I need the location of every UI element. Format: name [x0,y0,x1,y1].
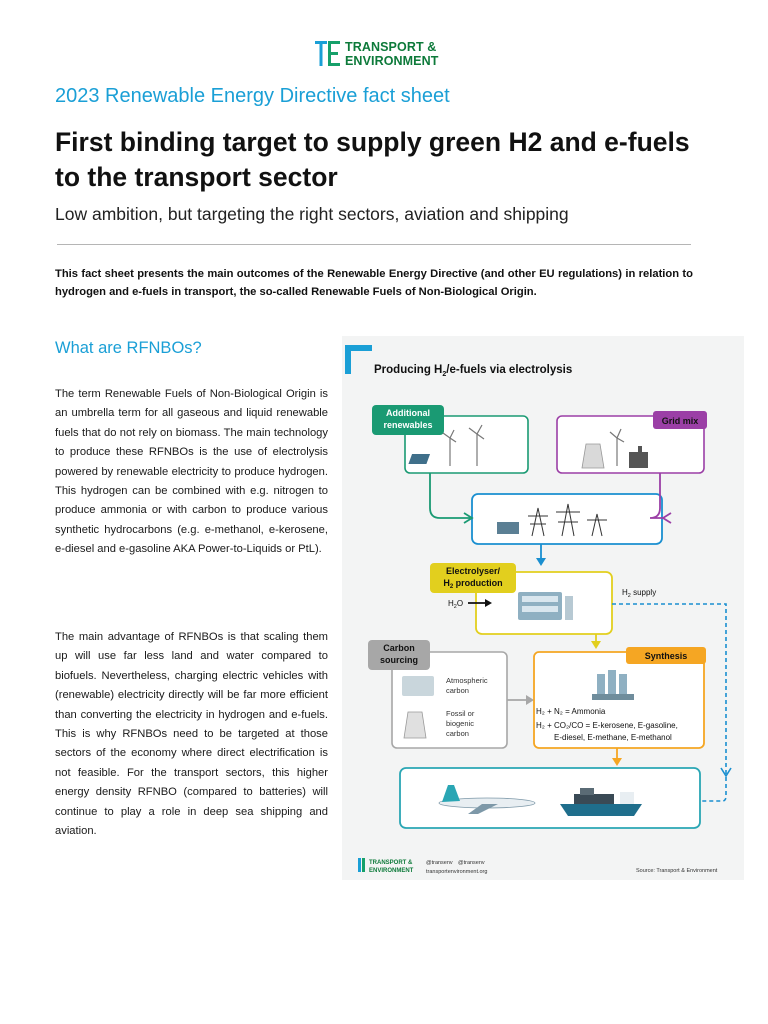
renewables-connector [430,473,470,518]
carbon-to-synthesis-arrow-icon [526,695,534,705]
svg-text:ENVIRONMENT: ENVIRONMENT [369,868,414,874]
renewables-label-1: Additional [386,408,430,418]
grid-to-electrolyser-arrow-icon [536,558,546,566]
hydrocarbon-equation-cont: E-diesel, E-methane, E-methanol [554,733,672,742]
renewables-label-2: renewables [383,420,433,430]
footer-facebook: @transenv [458,860,485,866]
h2-supply-label: $H_2$ supply [622,588,657,599]
cooling-tower-icon [582,444,604,468]
direct-air-capture-icon [402,676,434,696]
electrolyser-label-2: $H_2$ production [443,578,503,590]
atmospheric-label-2: carbon [446,686,469,695]
carbon-sourcing-label-2: sourcing [379,655,419,665]
electrolyser-label-1: Electrolyser/ [445,566,501,576]
te-logo-mark-icon [315,40,341,68]
hydrocarbon-equation: H₂ + CO₂/CO = E-kerosene, E-gasoline, [536,721,678,730]
figure-source: Source: Transport & Environment [636,868,718,874]
grid-mix-arrow-icon [663,513,671,523]
corner-mark-icon [348,348,372,374]
divider [57,244,691,245]
body-paragraph-2: The main advantage of RFNBOs is that scaling them up will use far less land and water compared to biofuels. Nevertheless, charging electric vehicles with (renewable) electricity directly will be far more efficient than converting the electricity in hydrogen and e-fuels. This is why RFNBOs need to be targeted at those sectors of the economy where direct electrification is not feasible. For the transport sectors, this higher energy density RFNBO (compared to batteries) will continue to play a role in deep sea shipping and aviation. [55,631,328,838]
logo-line-1: TRANSPORT & [345,40,437,54]
synthesis-to-transport-arrow-icon [612,758,622,766]
atmospheric-label-1: Atmospheric [446,676,488,685]
electrolyser-to-synthesis-arrow-icon [591,641,601,649]
footer-website: transportenvironment.org [426,869,488,875]
svg-text:TRANSPORT &: TRANSPORT & [369,860,413,866]
electrolysis-infographic [342,336,744,880]
transport-environment-logo [315,40,455,70]
grid-mix-label: Grid mix [661,416,699,426]
solar-panel-icon [408,454,430,464]
logo-line-2: ENVIRONMENT [345,54,439,68]
figure-footer-logo [358,858,414,874]
page-title: First binding target to supply green H2 and e-fuels to the transport sector [55,127,690,192]
h2o-label: $H_2O$ [448,599,464,610]
fossil-label-2: biogenic [446,719,474,728]
document-kicker: 2023 Renewable Energy Directive fact sheet [55,85,450,107]
synthesis-label: Synthesis [644,651,688,661]
fossil-label-1: Fossil or [446,709,475,718]
logo-wordmark [345,40,438,68]
carbon-sourcing-label-1: Carbon [383,643,415,653]
intro-paragraph: This fact sheet presents the main outcomes of the Renewable Energy Directive (and other EU regulations) in relation to hydrogen and e-fuels in transport, the so-called Renewable Fuels of Non-Biological Origin. [55,268,693,298]
body-paragraph-1: The term Renewable Fuels of Non-Biological Origin is an umbrella term for all gaseous and liquid renewable fuels that do not rely on biomass. The main technology to produce these RFNBOs is the use of electrolysis powered by renewable electricity to produce hydrogen. This hydrogen can be combined with e.g. nitrogen to produce ammonia or with carbon to produce various synthetic hydrocarbons (e.g. e-methanol, e-kerosene, e-diesel and e-gasoline AKA Power-to-Liquids or PtL). [55,388,328,556]
figure-title: Producing $H_2/e$-fuels via electrolysis [374,364,573,378]
fossil-label-3: carbon [446,729,469,738]
footer-twitter: @transenv [426,860,453,866]
fossil-plant-icon [404,712,426,738]
page-subtitle: Low ambition, but targeting the right sectors, aviation and shipping [55,204,569,224]
substation-icon [497,522,519,534]
section-heading: What are RFNBOs? [55,339,202,357]
grid-connection-box [472,494,662,544]
infographic-svg [342,336,744,880]
ammonia-equation: H₂ + N₂ = Ammonia [536,707,606,716]
